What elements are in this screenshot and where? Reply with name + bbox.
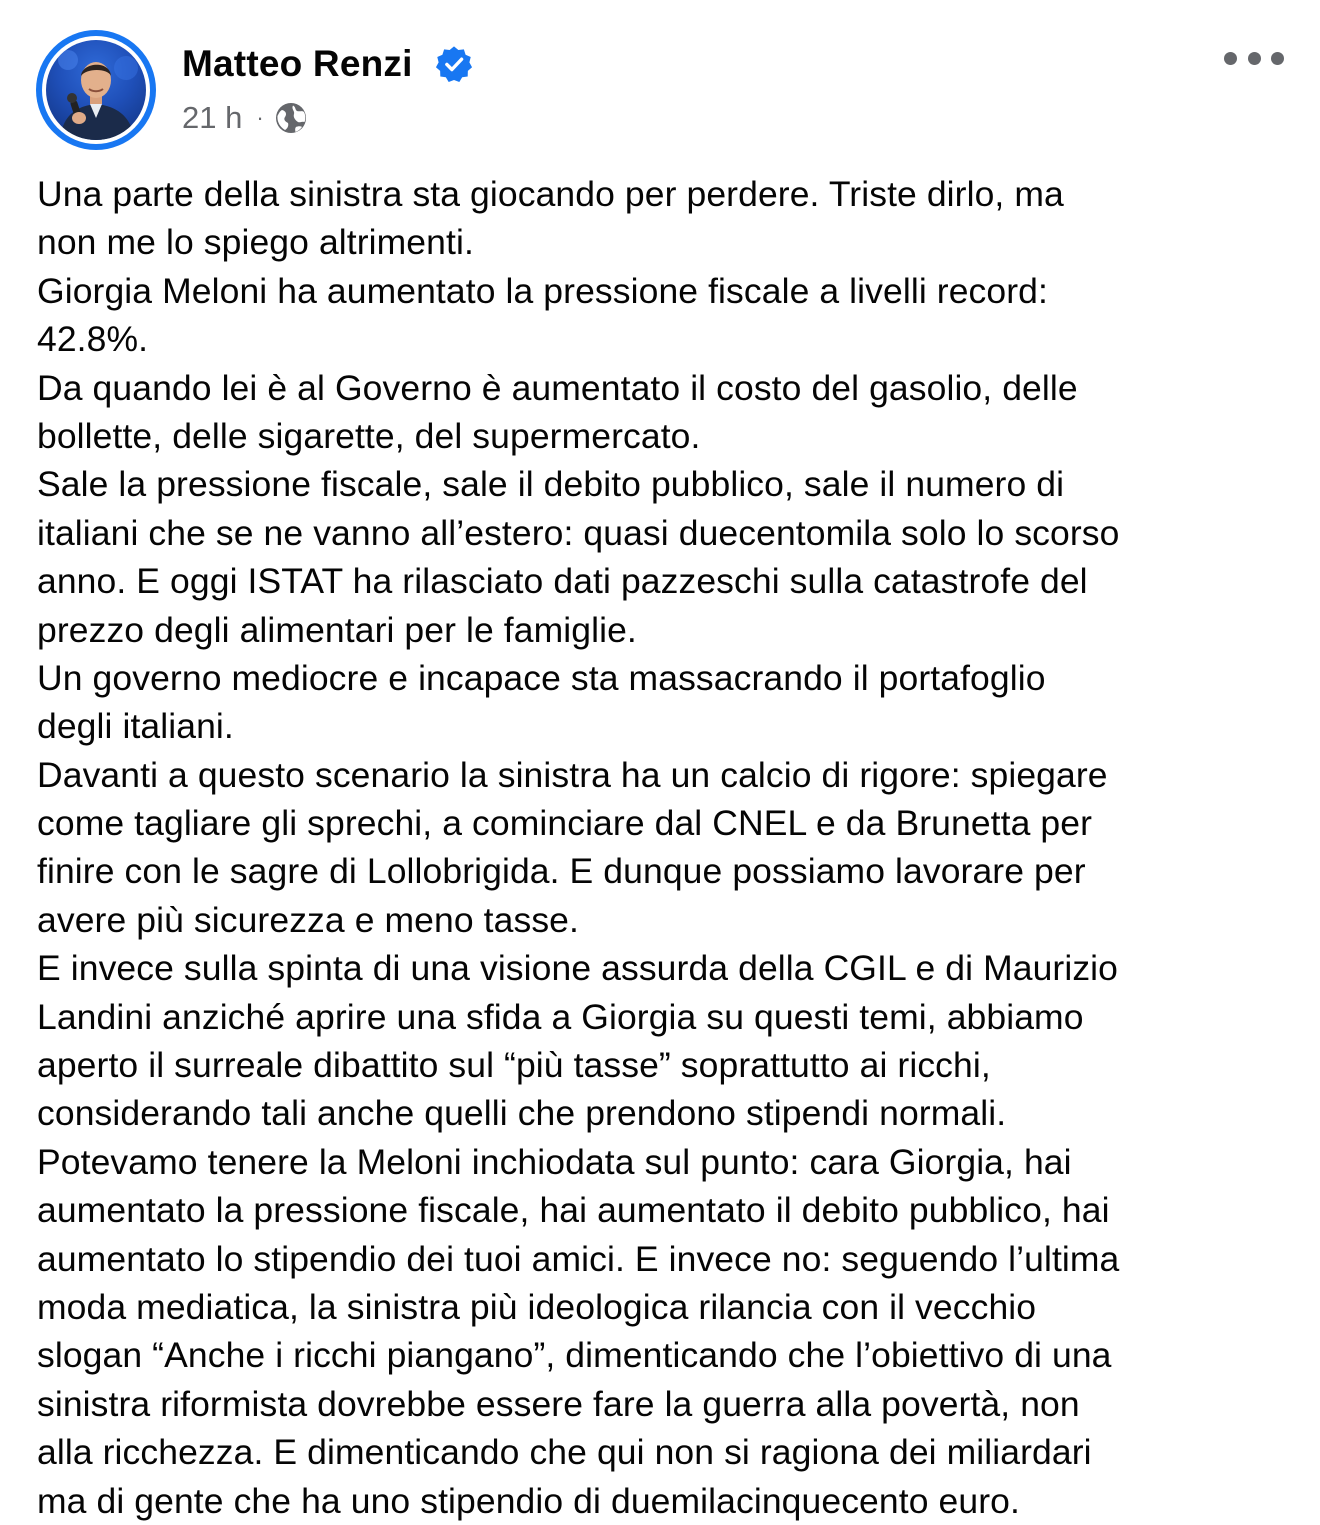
- post-text-line: come tagliare gli sprechi, a cominciare dal CNEL e da Brunetta per: [37, 803, 1093, 844]
- avatar-story-ring[interactable]: [36, 30, 156, 150]
- post-text-line: Potevamo tenere la Meloni inchiodata sul punto: cara Giorgia, hai: [37, 1141, 1072, 1182]
- more-options-button[interactable]: [1224, 40, 1284, 76]
- post-text: [37, 170, 1297, 1525]
- post-text-line: alla ricchezza. E dimenticando che qui non si ragiona dei miliardari: [37, 1432, 1092, 1473]
- post-text-line: Un governo mediocre e incapace sta massacrando il portafoglio: [37, 657, 1046, 698]
- post-text-line: bollette, delle sigarette, del supermercato.: [37, 415, 701, 456]
- meta-separator: ·: [256, 105, 264, 130]
- post-text-line: aperto il surreale dibattito sul “più tasse” soprattutto ai ricchi,: [37, 1045, 991, 1086]
- post-text-line: moda mediatica, la sinistra più ideologica rilancia con il vecchio: [37, 1286, 1037, 1327]
- post-text-line: Giorgia Meloni ha aumentato la pressione fiscale a livelli record:: [37, 270, 1048, 311]
- post-text-line: italiani che se ne vanno all’estero: quasi duecentomila solo lo scorso: [37, 512, 1120, 553]
- post-text-line: finire con le sagre di Lollobrigida. E dunque possiamo lavorare per: [37, 851, 1086, 892]
- post-text-line: 42.8%.: [37, 319, 149, 360]
- more-options-icon: [1271, 52, 1284, 65]
- post-text-line: prezzo degli alimentari per le famiglie.: [37, 609, 637, 650]
- post-text-line: slogan “Anche i ricchi piangano”, dimenticando che l’obiettivo di una: [37, 1335, 1112, 1376]
- post-text-line: ma di gente che ha uno stipendio di duemilacinquecento euro.: [37, 1480, 1020, 1521]
- post-text-line: Da quando lei è al Governo è aumentato il costo del gasolio, delle: [37, 367, 1078, 408]
- post-text-line: avere più sicurezza e meno tasse.: [37, 899, 579, 940]
- post-meta: [182, 98, 308, 138]
- globe-icon: [274, 101, 308, 135]
- post-text-line: E invece sulla spinta di una visione assurda della CGIL e di Maurizio: [37, 948, 1119, 989]
- author-name[interactable]: Matteo Renzi: [182, 43, 413, 84]
- post-text-line: sinistra riformista dovrebbe essere fare la guerra alla povertà, non: [37, 1383, 1080, 1424]
- post-text-line: considerando tali anche quelli che prendono stipendi normali.: [37, 1093, 1007, 1134]
- profile-photo-icon: [46, 40, 146, 140]
- more-options-icon: [1248, 52, 1261, 65]
- avatar[interactable]: [46, 40, 146, 140]
- post-text-line: non me lo spiego altrimenti.: [37, 222, 474, 263]
- post-text-line: Landini anziché aprire una sfida a Giorgia su questi temi, abbiamo: [37, 996, 1084, 1037]
- post-timestamp[interactable]: 21 h: [182, 100, 243, 135]
- post-text-line: Davanti a questo scenario la sinistra ha un calcio di rigore: spiegare: [37, 754, 1108, 795]
- post-text-line: aumentato la pressione fiscale, hai aumentato il debito pubblico, hai: [37, 1190, 1110, 1231]
- verified-badge-icon: [435, 45, 473, 83]
- post-header: [0, 0, 1320, 160]
- post-text-line: Sale la pressione fiscale, sale il debito pubblico, sale il numero di: [37, 464, 1065, 505]
- post-text-line: aumentato lo stipendio dei tuoi amici. E invece no: seguendo l’ultima: [37, 1238, 1120, 1279]
- post-text-line: Una parte della sinistra sta giocando per perdere. Triste dirlo, ma: [37, 174, 1064, 214]
- post-text-line: anno. E oggi ISTAT ha rilasciato dati pazzeschi sulla catastrofe del: [37, 561, 1088, 602]
- post-text-line: degli italiani.: [37, 706, 234, 747]
- more-options-icon: [1224, 52, 1237, 65]
